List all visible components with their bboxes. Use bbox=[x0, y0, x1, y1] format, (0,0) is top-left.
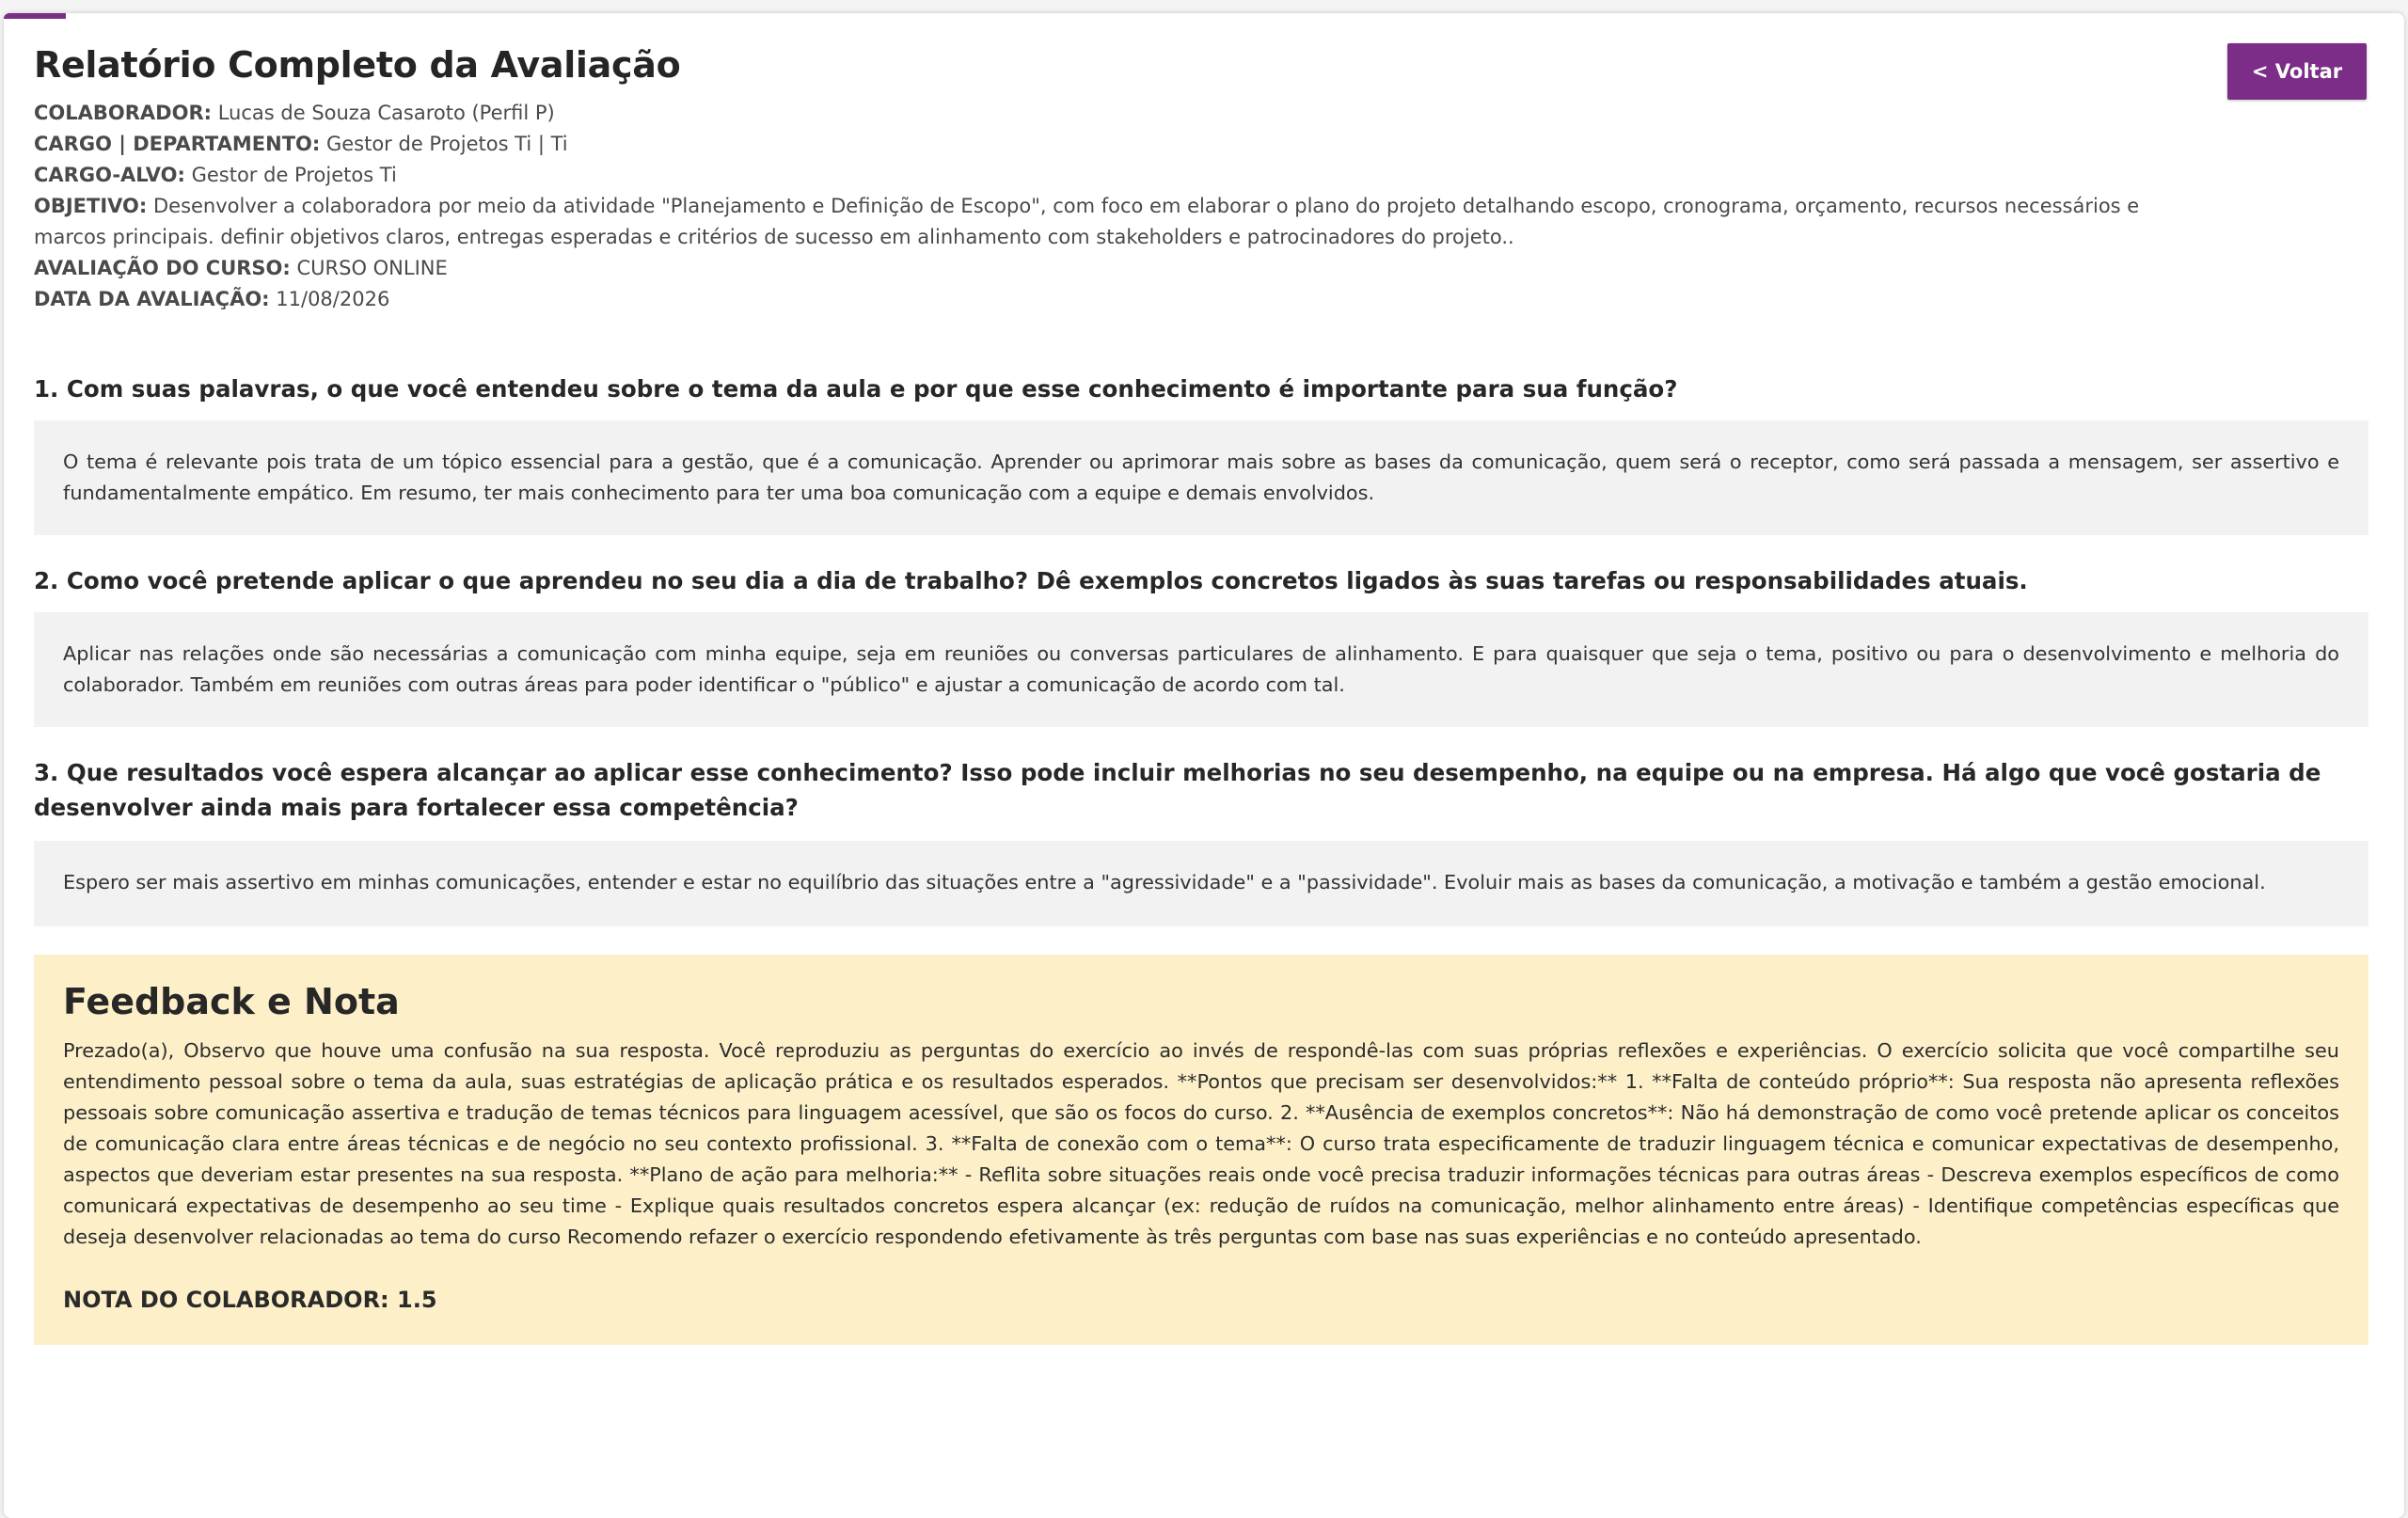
evaluation-date-row bbox=[34, 284, 2368, 315]
objective-row bbox=[34, 191, 2180, 253]
role-department-value: Gestor de Projetos Ti | Ti bbox=[325, 133, 568, 155]
collaborator-label: COLABORADOR: bbox=[34, 102, 213, 124]
answer-2: Aplicar nas relações onde são necessárias a comunicação com minha equipe, seja em reuniões ou conversas particulares de alinhamento. E para quaisquer que seja o tema, positivo ou para o desenvolvimento e melhoria do colaborador. Também em reuniões com outras áreas para poder identificar o "público" e ajustar a comunicação de acordo com tal. bbox=[34, 612, 2368, 727]
course-evaluation-label: AVALIAÇÃO DO CURSO: bbox=[34, 257, 291, 279]
collaborator-value: Lucas de Souza Casaroto (Perfil P) bbox=[217, 102, 555, 124]
collaborator-grade: NOTA DO COLABORADOR: 1.5 bbox=[63, 1287, 437, 1313]
back-button[interactable]: < Voltar bbox=[2227, 43, 2367, 100]
collaborator-row bbox=[34, 98, 2368, 129]
feedback-text: Prezado(a), Observo que houve uma confusão na sua resposta. Você reproduziu as perguntas do exercício ao invés de respondê-las com suas próprias reflexões e experiências. O exercício solicita que você compartilhe seu entendimento pessoal sobre o tema da aula, suas estratégias de aplicação prática e os resultados esperados. **Pontos que precisam ser desenvolvidos:** 1. **Falta de conteúdo próprio**: Sua resposta não apresenta reflexões pessoais sobre comunicação assertiva e tradução de temas técnicos para linguagem acessível, que são os focos do curso. 2. **Ausência de exemplos concretos**: Não há demonstração de como você pretende aplicar os conceitos de comunicação clara entre áreas técnicas e de negócio no seu contexto profissional. 3. **Falta de conexão com o tema**: O curso trata especificamente de traduzir linguagem técnica e comunicar expectativas de desempenho, aspectos que deveriam estar presentes na sua resposta. **Plano de ação para melhoria:** - Reflita sobre situações reais onde você precisa traduzir informações técnicas para outras áreas - Descreva exemplos específicos de como comunicará expectativas de desempenho ao seu time - Explique quais resultados concretos espera alcançar (ex: redução de ruídos na comunicação, melhor alinhamento entre áreas) - Identifique competências específicas que deseja desenvolver relacionadas ao tema do curso Recomendo refazer o exercício respondendo efetivamente às três perguntas com base nas suas experiências e no conteúdo apresentado. bbox=[63, 1039, 2339, 1248]
page-title: Relatório Completo da Avaliação bbox=[34, 44, 681, 86]
role-department-row bbox=[34, 129, 2368, 160]
answer-3: Espero ser mais assertivo em minhas comunicações, entender e estar no equilíbrio das situações entre a "agressividade" e a "passividade". Evoluir mais as bases da comunicação, a motivação e também a gestão emocional. bbox=[34, 841, 2368, 926]
report-content bbox=[34, 32, 2368, 1345]
answer-1: O tema é relevante pois trata de um tópico essencial para a gestão, que é a comunicação. Aprender ou aprimorar mais sobre as bases da comunicação, quem será o receptor, como será passada a mensagem, ser assertivo e fundamentalmente empático. Em resumo, ter mais conhecimento para ter uma boa comunicação com a equipe e demais envolvidos. bbox=[34, 420, 2368, 535]
feedback-title: Feedback e Nota bbox=[63, 981, 400, 1022]
target-role-value: Gestor de Projetos Ti bbox=[191, 164, 397, 186]
objective-label: OBJETIVO: bbox=[34, 195, 148, 217]
objective-value: Desenvolver a colaboradora por meio da atividade "Planejamento e Definição de Escopo", com foco em elaborar o plano do projeto detalhando escopo, cronograma, orçamento, recursos necessários e marcos principais. definir objetivos claros, entregas esperadas e critérios de sucesso em alinhamento com stakeholders e patrocinadores do projeto.. bbox=[34, 195, 2140, 248]
role-department-label: CARGO | DEPARTAMENTO: bbox=[34, 133, 321, 155]
target-role-row bbox=[34, 160, 2368, 191]
question-2: 2. Como você pretende aplicar o que aprendeu no seu dia a dia de trabalho? Dê exemplos concretos ligados às suas tarefas ou responsabilidades atuais. bbox=[34, 567, 2028, 594]
feedback-panel bbox=[34, 955, 2368, 1345]
evaluation-date-label: DATA DA AVALIAÇÃO: bbox=[34, 288, 270, 310]
course-evaluation-value: CURSO ONLINE bbox=[296, 257, 448, 279]
question-1: 1. Com suas palavras, o que você entendeu sobre o tema da aula e por que esse conhecimento é importante para sua função? bbox=[34, 375, 1678, 403]
card-accent-bar bbox=[4, 13, 66, 19]
question-3: 3. Que resultados você espera alcançar ao aplicar esse conhecimento? Isso pode incluir melhorias no seu desempenho, na equipe ou na empresa. Há algo que você gostaria de desenvolver ainda mais para fortalecer essa competência? bbox=[34, 759, 2321, 821]
course-evaluation-row bbox=[34, 253, 2368, 284]
report-metadata bbox=[34, 98, 2368, 315]
evaluation-date-value: 11/08/2026 bbox=[276, 288, 390, 310]
target-role-label: CARGO-ALVO: bbox=[34, 164, 185, 186]
